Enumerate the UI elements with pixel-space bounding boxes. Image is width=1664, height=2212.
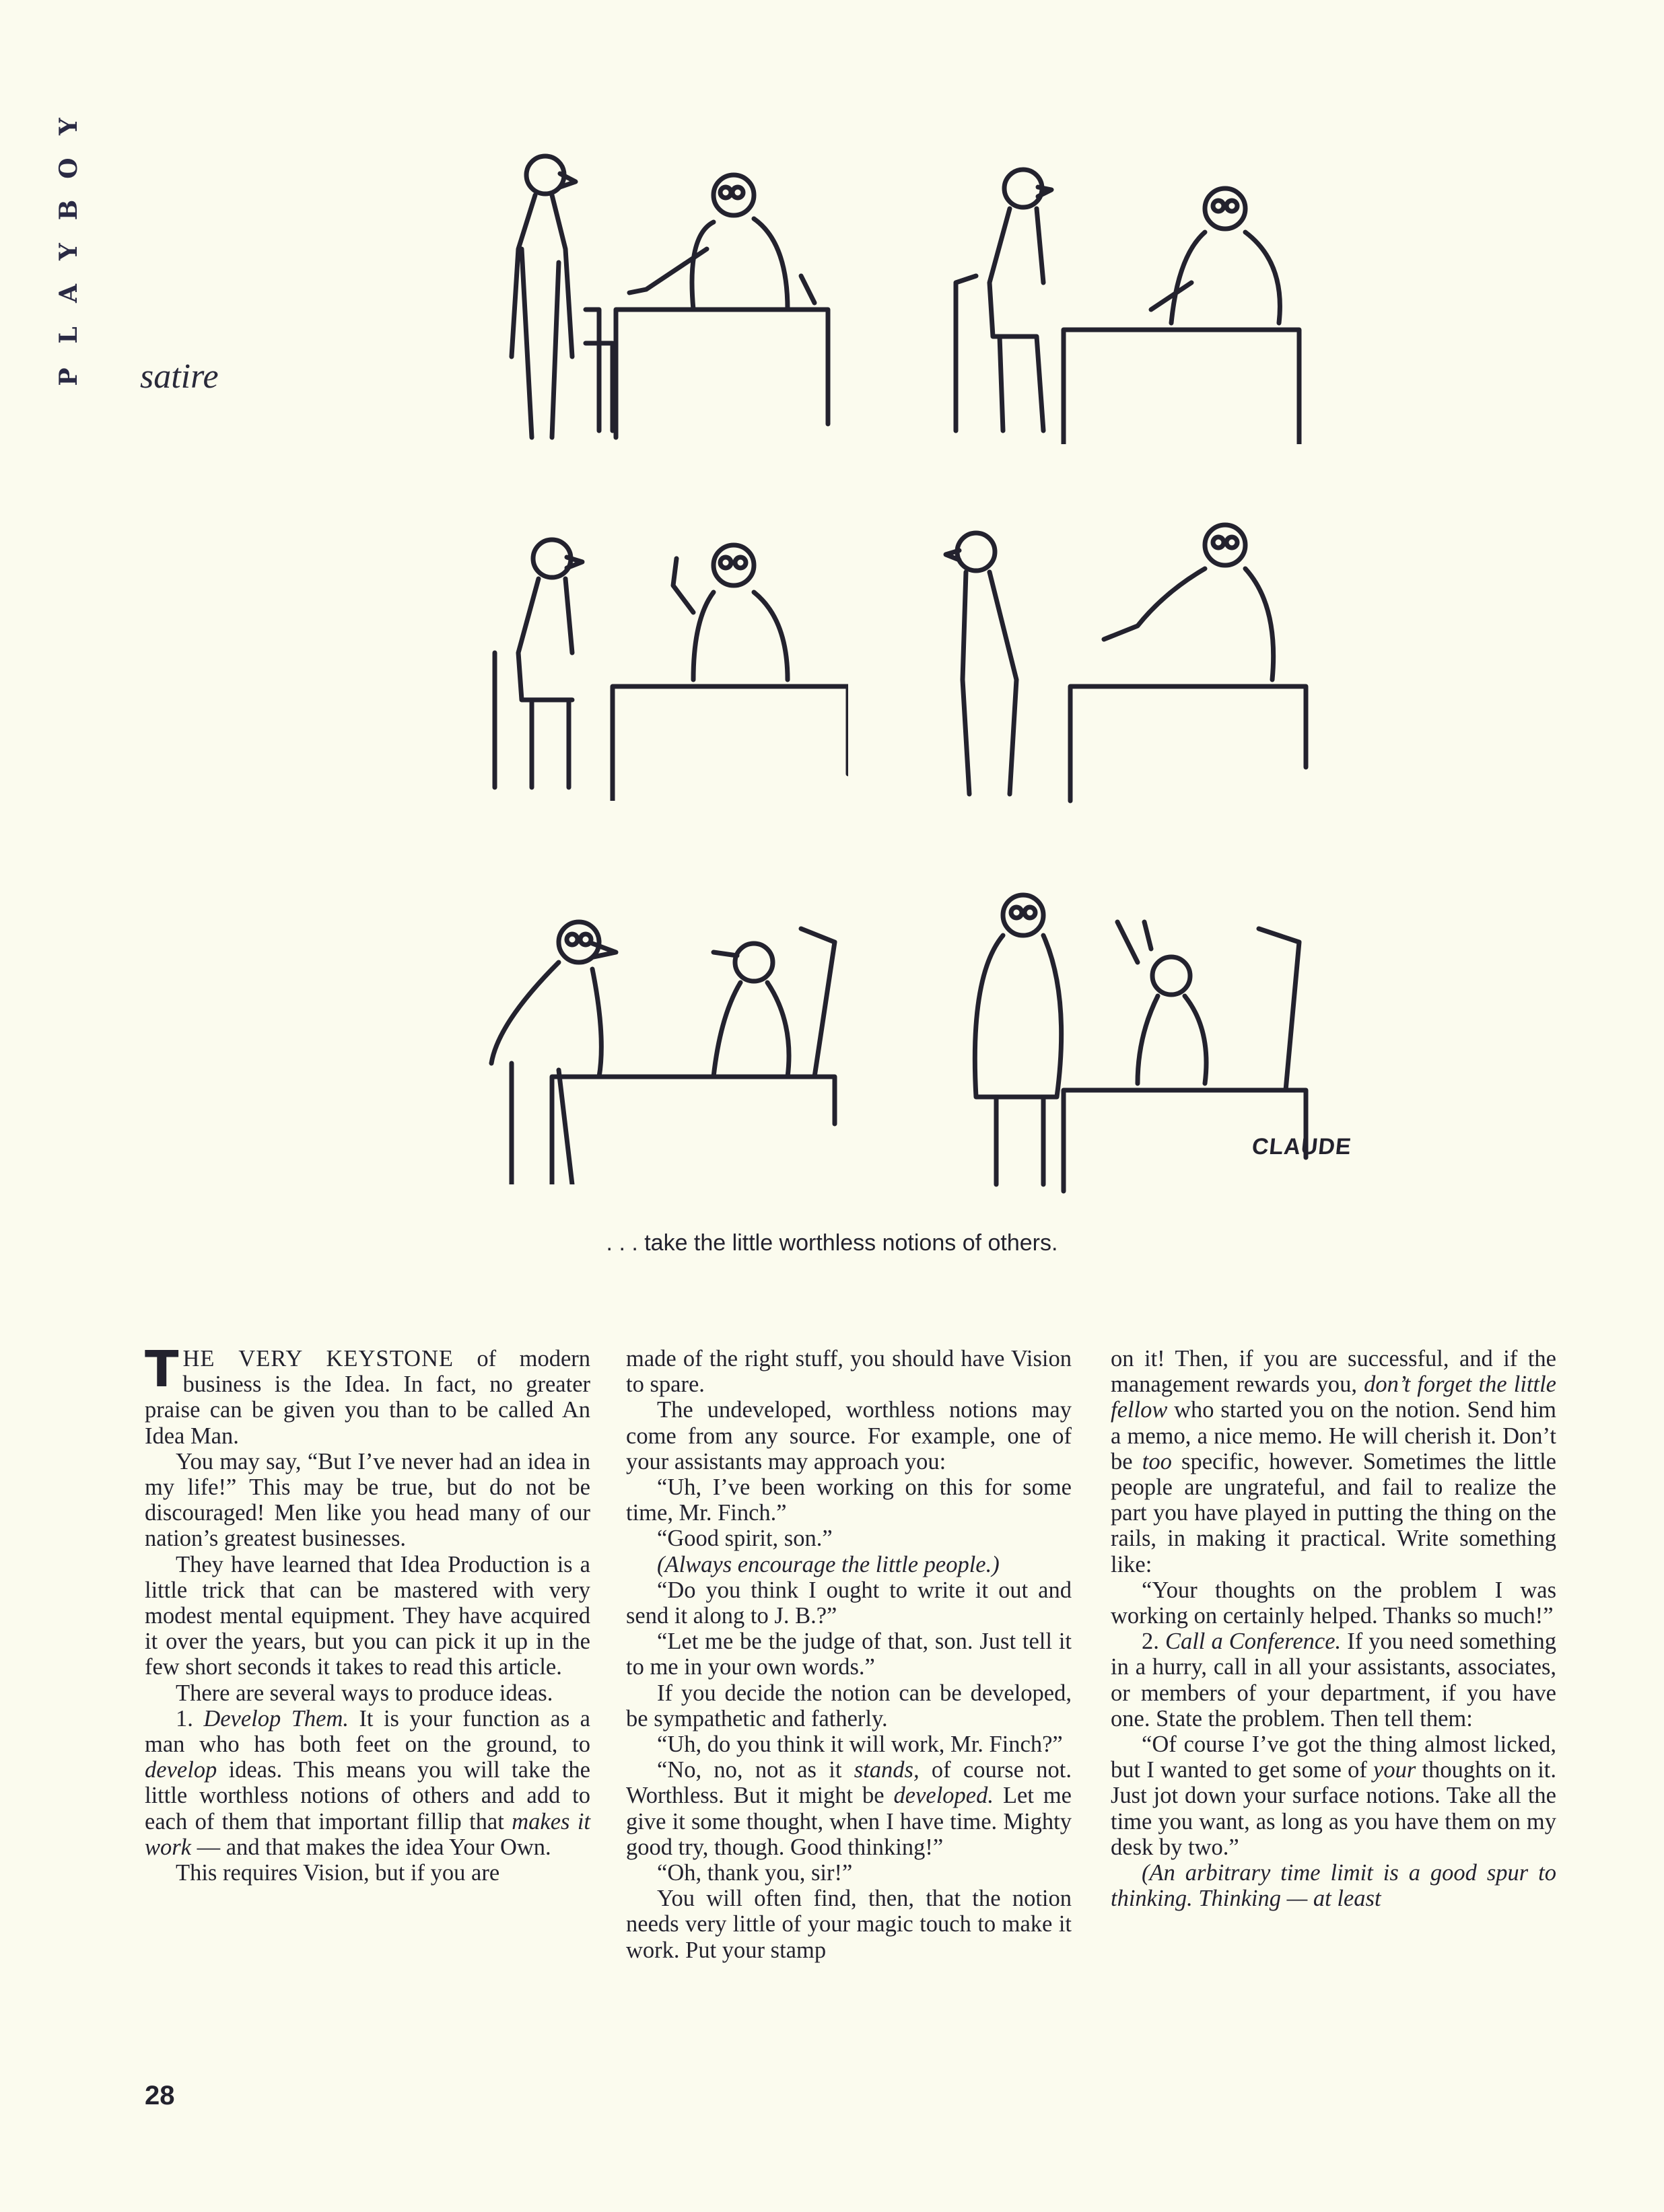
paragraph: There are several ways to produce ideas. [176, 1680, 553, 1706]
section-label: satire [140, 357, 219, 396]
paragraph: They have learned that Idea Production is a little trick that can be mastered with very modest mental equipment. They have acquired it over the years, but you can pick it up in the few short seconds it takes to read this article. [145, 1551, 590, 1680]
dialogue: “Let me be the judge of that, son. Just tell it to me in your own words.” [626, 1629, 1072, 1680]
title-letter: O [55, 157, 83, 179]
aside: (Always encourage the little people.) [657, 1551, 1000, 1577]
item-title: Call a Conference. [1165, 1629, 1342, 1655]
paragraph: You may say, “But I’ve never had an idea in my life!” This may be true, but do not be discouraged! Men like you head many of our nation’s greatest businesses. [145, 1448, 590, 1552]
paragraph: You will often find, then, that the notion needs very little of your magic touch to make it work. Put your stamp [626, 1886, 1072, 1963]
dialogue: “Do you think I ought to write it out and send it along to J. B.?” [626, 1577, 1072, 1629]
title-letter: B [55, 199, 83, 221]
dialogue: “Uh, I’ve been working on this for some time, Mr. Finch.” [626, 1474, 1072, 1526]
cartoon-panel-2 [936, 148, 1313, 444]
drop-cap: T [145, 1341, 179, 1398]
aside: (An arbitrary time limit is a good spur to thinking. Thinking — at least [1111, 1860, 1556, 1912]
numbered-item-2: 2. Call a Conference. If you need something in a hurry, call in all your assistants, associates, or members of your department, if you have one. State the problem. Then tell them: [1111, 1629, 1556, 1732]
title-letter: A [55, 284, 83, 303]
paragraph: The undeveloped, worthless notions may come from any source. For example, one of your assistants may approach you: [626, 1397, 1072, 1474]
article-column-2 [626, 1346, 1072, 1963]
quote: “Your thoughts on the problem I was working on certainly helped. Thanks so much!” [1111, 1577, 1556, 1629]
title-letter: L [55, 326, 83, 344]
lead-paragraph: THE VERY KEYSTONE of modern business is the Idea. In fact, no greater praise can be given you than to be called An Idea Man. [145, 1341, 590, 1449]
item-title: Develop Them. [203, 1705, 349, 1732]
title-letter: Y [55, 243, 83, 260]
article-column-3 [1111, 1346, 1556, 1911]
paragraph: on it! Then, if you are successful, and if the management rewards you, don’t forget the little fellow who started you on the notion. Send him a memo, a nice memo. He will cherish it. Don’t be too specific, however. Sometimes the little people are ungrateful, and fail to realize the part you have played in putting the thing on the rails, in making it practical. Write something like: [1111, 1346, 1556, 1577]
dialogue: “No, no, not as it stands, of course not. Worthless. But it might be developed. Let me give it some thought, when I have time. Mighty good try, though. Good thinking!” [626, 1757, 1072, 1860]
numbered-item-1: 1. Develop Them. It is your function as a man who has both feet on the ground, to develop ideas. This means you will take the little worthless notions of others and add to each of them that important fillip that makes it work — and that makes the idea Your Own. [145, 1705, 590, 1860]
magazine-title-vertical [55, 113, 96, 386]
quote: “Of course I’ve got the thing almost licked, but I wanted to get some of your thoughts on it. Just jot down your surface notions. Take all the time you want, as long as you have them on my desk by two.” [1111, 1732, 1556, 1860]
cartoon-panel-5 [471, 902, 848, 1184]
dialogue: “Good spirit, son.” [657, 1526, 833, 1552]
paragraph: If you decide the notion can be developed, be sympathetic and fatherly. [626, 1680, 1072, 1732]
illustration-caption: . . . take the little worthless notions of others. [606, 1230, 1058, 1256]
paragraph: This requires Vision, but if you are [176, 1860, 500, 1886]
page-number: 28 [145, 2081, 175, 2110]
cartoon-panel-4 [936, 511, 1313, 808]
title-letter: Y [55, 118, 83, 135]
title-letter: P [55, 367, 83, 386]
artist-signature: CLAUDE [1251, 1134, 1353, 1159]
dialogue: “Uh, do you think it will work, Mr. Finch?” [657, 1732, 1063, 1758]
paragraph: made of the right stuff, you should have Vision to spare. [626, 1346, 1072, 1398]
cartoon-panel-1 [471, 135, 848, 444]
dialogue: “Oh, thank you, sir!” [657, 1860, 853, 1886]
cartoon-panel-3 [471, 518, 848, 801]
article-column-1 [145, 1341, 590, 1886]
lead-smallcaps: HE VERY KEYSTONE [182, 1346, 454, 1371]
